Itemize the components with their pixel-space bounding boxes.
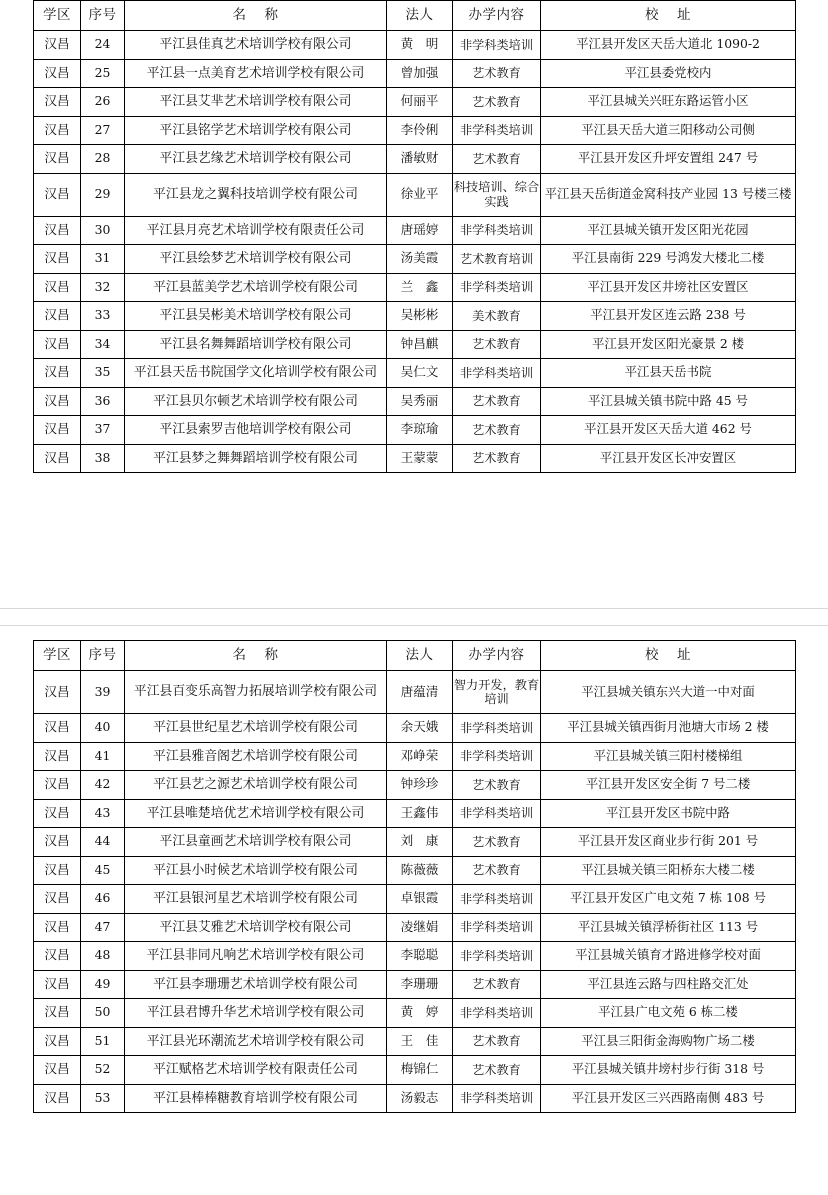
cell-district: 汉昌 [34,59,81,88]
column-header-address: 校 址 [541,1,796,31]
cell-district: 汉昌 [34,416,81,445]
table-header-page-2 [34,641,796,671]
cell-school-address: 平江县开发区连云路 238 号 [541,302,796,331]
cell-program-content: 非学科类培训 [453,116,541,145]
document-page-2 [0,640,828,1113]
cell-district: 汉昌 [34,173,81,216]
cell-school-name: 平江县唯楚培优艺术培训学校有限公司 [125,799,387,828]
cell-index: 36 [81,387,125,416]
cell-school-name: 平江县李珊珊艺术培训学校有限公司 [125,970,387,999]
cell-district: 汉昌 [34,799,81,828]
cell-index: 49 [81,970,125,999]
cell-legal-person: 何丽平 [387,88,453,117]
cell-school-address: 平江县开发区天岳大道北 1090-2 [541,31,796,60]
cell-school-name: 平江县绘梦艺术培训学校有限公司 [125,245,387,274]
cell-school-name: 平江县雅音阁艺术培训学校有限公司 [125,742,387,771]
cell-school-address: 平江县开发区广电文苑 7 栋 108 号 [541,885,796,914]
cell-program-content: 艺术教育 [453,330,541,359]
cell-school-address: 平江县开发区井塝社区安置区 [541,273,796,302]
cell-district: 汉昌 [34,970,81,999]
header-row [34,641,796,671]
cell-index: 45 [81,856,125,885]
table-row [34,856,796,885]
cell-program-content: 非学科类培训 [453,359,541,388]
cell-legal-person: 黄 明 [387,31,453,60]
cell-legal-person: 兰 鑫 [387,273,453,302]
table-row [34,59,796,88]
cell-index: 35 [81,359,125,388]
cell-district: 汉昌 [34,216,81,245]
cell-school-name: 平江县一点美育艺术培训学校有限公司 [125,59,387,88]
cell-district: 汉昌 [34,88,81,117]
table-body-page-2 [34,671,796,1113]
cell-district: 汉昌 [34,856,81,885]
cell-index: 29 [81,173,125,216]
cell-program-content: 艺术教育 [453,444,541,473]
cell-district: 汉昌 [34,359,81,388]
cell-program-content: 非学科类培训 [453,885,541,914]
table-body-page-1 [34,31,796,473]
cell-school-address: 平江县天岳大道三阳移动公司侧 [541,116,796,145]
table-row [34,1084,796,1113]
cell-school-name: 平江县铭学艺术培训学校有限公司 [125,116,387,145]
table-row [34,742,796,771]
cell-district: 汉昌 [34,1027,81,1056]
document-page-1 [0,0,828,473]
cell-index: 28 [81,145,125,174]
cell-legal-person: 余天娥 [387,714,453,743]
cell-legal-person: 吴仁文 [387,359,453,388]
cell-district: 汉昌 [34,885,81,914]
cell-index: 47 [81,913,125,942]
cell-legal-person: 黄 婷 [387,999,453,1028]
cell-index: 24 [81,31,125,60]
cell-index: 44 [81,828,125,857]
cell-school-address: 平江县开发区升坪安置组 247 号 [541,145,796,174]
cell-program-content: 非学科类培训 [453,913,541,942]
cell-index: 50 [81,999,125,1028]
cell-index: 39 [81,671,125,714]
cell-program-content: 非学科类培训 [453,273,541,302]
cell-district: 汉昌 [34,245,81,274]
cell-legal-person: 王 佳 [387,1027,453,1056]
cell-legal-person: 李聪聪 [387,942,453,971]
column-header-content: 办学内容 [453,641,541,671]
cell-program-content: 艺术教育 [453,387,541,416]
cell-program-content: 艺术教育 [453,88,541,117]
table-row [34,714,796,743]
cell-school-name: 平江县贝尔顿艺术培训学校有限公司 [125,387,387,416]
cell-school-address: 平江县城关兴旺东路运管小区 [541,88,796,117]
table-row [34,116,796,145]
cell-program-content: 非学科类培训 [453,799,541,828]
table-row [34,444,796,473]
cell-school-name: 平江县天岳书院国学文化培训学校有限公司 [125,359,387,388]
cell-district: 汉昌 [34,828,81,857]
training-schools-table-page-2 [33,640,796,1113]
cell-legal-person: 汤美霞 [387,245,453,274]
table-row [34,913,796,942]
cell-legal-person: 徐业平 [387,173,453,216]
cell-school-name: 平江县棒棒糖教育培训学校有限公司 [125,1084,387,1113]
column-header-person: 法人 [387,641,453,671]
table-row [34,828,796,857]
cell-index: 52 [81,1056,125,1085]
cell-legal-person: 钟昌麒 [387,330,453,359]
table-row [34,145,796,174]
cell-legal-person: 邓峥荣 [387,742,453,771]
cell-school-name: 平江县佳真艺术培训学校有限公司 [125,31,387,60]
cell-school-name: 平江县名舞舞蹈培训学校有限公司 [125,330,387,359]
cell-program-content: 艺术教育 [453,416,541,445]
cell-legal-person: 汤毅志 [387,1084,453,1113]
column-header-person: 法人 [387,1,453,31]
cell-school-address: 平江县连云路与四柱路交汇处 [541,970,796,999]
cell-school-name: 平江县吴彬美术培训学校有限公司 [125,302,387,331]
training-schools-table-page-1 [33,0,796,473]
column-header-index: 序号 [81,641,125,671]
table-row [34,799,796,828]
cell-program-content: 艺术教育 [453,970,541,999]
cell-school-name: 平江县月亮艺术培训学校有限责任公司 [125,216,387,245]
cell-index: 33 [81,302,125,331]
cell-index: 38 [81,444,125,473]
cell-legal-person: 刘 康 [387,828,453,857]
table-row [34,999,796,1028]
cell-program-content: 艺术教育 [453,828,541,857]
table-row [34,31,796,60]
cell-district: 汉昌 [34,145,81,174]
cell-school-address: 平江县委党校内 [541,59,796,88]
cell-program-content: 艺术教育 [453,1056,541,1085]
table-row [34,302,796,331]
cell-school-name: 平江赋格艺术培训学校有限责任公司 [125,1056,387,1085]
cell-school-address: 平江县开发区安全街 7 号二楼 [541,771,796,800]
cell-legal-person: 李琼瑜 [387,416,453,445]
cell-school-name: 平江县艾雅艺术培训学校有限公司 [125,913,387,942]
cell-school-address: 平江县天岳书院 [541,359,796,388]
table-row [34,245,796,274]
cell-program-content: 非学科类培训 [453,1084,541,1113]
cell-school-name: 平江县艺缘艺术培训学校有限公司 [125,145,387,174]
cell-school-name: 平江县君博升华艺术培训学校有限公司 [125,999,387,1028]
header-row [34,1,796,31]
table-row [34,173,796,216]
cell-school-address: 平江县开发区书院中路 [541,799,796,828]
table-row [34,671,796,714]
cell-program-content: 艺术教育 [453,771,541,800]
cell-index: 31 [81,245,125,274]
cell-district: 汉昌 [34,302,81,331]
cell-legal-person: 卓银霞 [387,885,453,914]
cell-school-name: 平江县世纪星艺术培训学校有限公司 [125,714,387,743]
cell-district: 汉昌 [34,999,81,1028]
cell-district: 汉昌 [34,942,81,971]
cell-school-name: 平江县童画艺术培训学校有限公司 [125,828,387,857]
cell-district: 汉昌 [34,387,81,416]
cell-legal-person: 潘敏财 [387,145,453,174]
column-header-content: 办学内容 [453,1,541,31]
column-header-name: 名 称 [125,1,387,31]
cell-program-content: 非学科类培训 [453,942,541,971]
table-row [34,416,796,445]
cell-school-address: 平江县开发区长冲安置区 [541,444,796,473]
cell-index: 26 [81,88,125,117]
table-row [34,273,796,302]
column-header-district: 学区 [34,1,81,31]
cell-program-content: 非学科类培训 [453,999,541,1028]
cell-district: 汉昌 [34,116,81,145]
cell-school-name: 平江县龙之翼科技培训学校有限公司 [125,173,387,216]
cell-legal-person: 曾加强 [387,59,453,88]
table-row [34,330,796,359]
cell-school-address: 平江县城关镇书院中路 45 号 [541,387,796,416]
cell-school-name: 平江县百变乐高智力拓展培训学校有限公司 [125,671,387,714]
cell-district: 汉昌 [34,1056,81,1085]
cell-program-content: 艺术教育 [453,1027,541,1056]
cell-program-content: 智力开发，教育培训 [453,671,541,714]
cell-district: 汉昌 [34,444,81,473]
table-row [34,216,796,245]
table-row [34,88,796,117]
cell-school-address: 平江县开发区商业步行街 201 号 [541,828,796,857]
cell-school-name: 平江县光环潮流艺术培训学校有限公司 [125,1027,387,1056]
cell-school-name: 平江县索罗吉他培训学校有限公司 [125,416,387,445]
cell-legal-person: 吴彬彬 [387,302,453,331]
cell-district: 汉昌 [34,714,81,743]
cell-program-content: 美术教育 [453,302,541,331]
cell-index: 48 [81,942,125,971]
cell-school-name: 平江县银河星艺术培训学校有限公司 [125,885,387,914]
cell-school-address: 平江县城关镇井塝村步行街 318 号 [541,1056,796,1085]
cell-legal-person: 王蒙蒙 [387,444,453,473]
cell-school-address: 平江县城关镇东兴大道一中对面 [541,671,796,714]
column-header-name: 名 称 [125,641,387,671]
cell-index: 32 [81,273,125,302]
table-row [34,359,796,388]
table-row [34,1027,796,1056]
cell-legal-person: 凌继娟 [387,913,453,942]
cell-legal-person: 梅锦仁 [387,1056,453,1085]
cell-index: 37 [81,416,125,445]
cell-school-address: 平江县城关镇育才路进修学校对面 [541,942,796,971]
cell-program-content: 艺术教育 [453,856,541,885]
cell-legal-person: 吴秀丽 [387,387,453,416]
cell-school-address: 平江县开发区天岳大道 462 号 [541,416,796,445]
column-header-index: 序号 [81,1,125,31]
cell-school-address: 平江县城关镇开发区阳光花园 [541,216,796,245]
cell-school-address: 平江县城关镇三阳桥东大楼二楼 [541,856,796,885]
cell-school-name: 平江县非同凡响艺术培训学校有限公司 [125,942,387,971]
cell-program-content: 非学科类培训 [453,216,541,245]
cell-district: 汉昌 [34,771,81,800]
cell-index: 27 [81,116,125,145]
table-row [34,970,796,999]
cell-program-content: 非学科类培训 [453,31,541,60]
table-row [34,1056,796,1085]
table-row [34,885,796,914]
cell-district: 汉昌 [34,742,81,771]
table-row [34,387,796,416]
cell-school-name: 平江县小时候艺术培训学校有限公司 [125,856,387,885]
table-header-page-1 [34,1,796,31]
cell-district: 汉昌 [34,273,81,302]
cell-school-name: 平江县蓝美学艺术培训学校有限公司 [125,273,387,302]
cell-index: 30 [81,216,125,245]
cell-district: 汉昌 [34,1084,81,1113]
column-header-district: 学区 [34,641,81,671]
cell-district: 汉昌 [34,330,81,359]
cell-district: 汉昌 [34,671,81,714]
cell-program-content: 艺术教育 [453,59,541,88]
cell-legal-person: 王鑫伟 [387,799,453,828]
table-row [34,771,796,800]
cell-school-address: 平江县城关镇西街月池塘大市场 2 楼 [541,714,796,743]
cell-program-content: 非学科类培训 [453,714,541,743]
cell-legal-person: 李珊珊 [387,970,453,999]
cell-program-content: 科技培训、综合实践 [453,173,541,216]
cell-school-address: 平江县开发区阳光豪景 2 楼 [541,330,796,359]
cell-index: 25 [81,59,125,88]
page-separator [0,608,828,626]
cell-legal-person: 唐瑶婷 [387,216,453,245]
table-row [34,942,796,971]
cell-school-name: 平江县艺之源艺术培训学校有限公司 [125,771,387,800]
cell-district: 汉昌 [34,913,81,942]
cell-program-content: 非学科类培训 [453,742,541,771]
cell-index: 46 [81,885,125,914]
cell-index: 41 [81,742,125,771]
cell-school-name: 平江县梦之舞舞蹈培训学校有限公司 [125,444,387,473]
cell-school-address: 平江县城关镇浮桥街社区 113 号 [541,913,796,942]
cell-legal-person: 钟珍珍 [387,771,453,800]
cell-district: 汉昌 [34,31,81,60]
cell-program-content: 艺术教育培训 [453,245,541,274]
cell-legal-person: 唐蕴清 [387,671,453,714]
cell-school-address: 平江县城关镇三阳村楼梯组 [541,742,796,771]
cell-index: 43 [81,799,125,828]
cell-index: 42 [81,771,125,800]
cell-school-address: 平江县广电文苑 6 栋二楼 [541,999,796,1028]
cell-legal-person: 李伶俐 [387,116,453,145]
cell-index: 51 [81,1027,125,1056]
cell-school-address: 平江县南街 229 号鸿发大楼北二楼 [541,245,796,274]
cell-school-address: 平江县天岳街道金窝科技产业园 13 号楼三楼 [541,173,796,216]
cell-index: 53 [81,1084,125,1113]
cell-index: 40 [81,714,125,743]
cell-program-content: 艺术教育 [453,145,541,174]
column-header-address: 校 址 [541,641,796,671]
cell-school-name: 平江县艾芈艺术培训学校有限公司 [125,88,387,117]
cell-school-address: 平江县三阳街金海购物广场二楼 [541,1027,796,1056]
cell-school-address: 平江县开发区三兴西路南侧 483 号 [541,1084,796,1113]
cell-legal-person: 陈薇薇 [387,856,453,885]
cell-index: 34 [81,330,125,359]
